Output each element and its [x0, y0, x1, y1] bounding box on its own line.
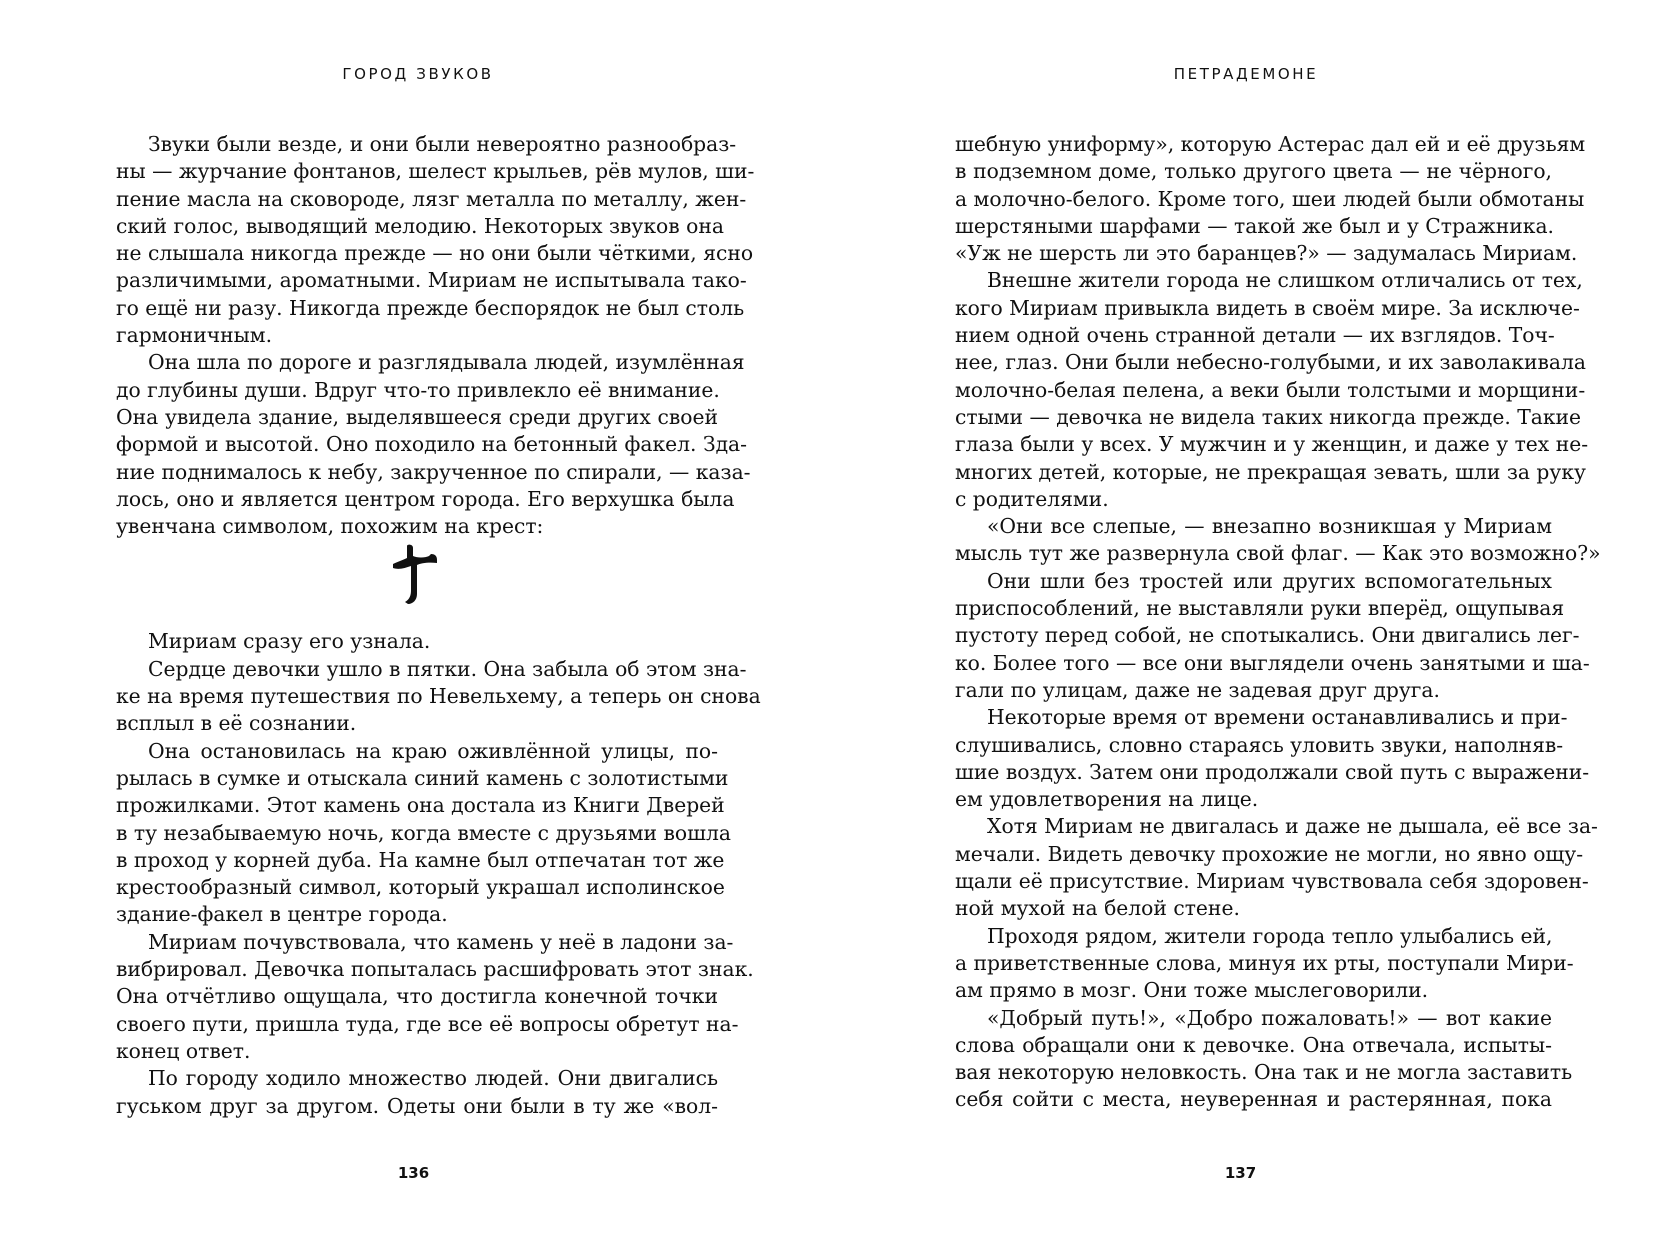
text-line: ние поднималось к небу, закрученное по спирали, — каза-: [116, 459, 751, 484]
text-line: Звуки были везде, и они были невероятно разнообраз-: [148, 132, 737, 156]
text-line: Она отчётливо ощущала, что достигла конечной точки: [116, 984, 718, 1009]
text-line: ам прямо в мозг. Они тоже мыслеговорили.: [955, 978, 1429, 1003]
text-line: ем удовлетворения на лице.: [955, 787, 1259, 812]
text-line: го ещё ни разу. Никогда прежде беспорядок не был столь: [116, 295, 745, 320]
text-line: в подземном доме, только другого цвета — не чёрного,: [955, 159, 1552, 184]
text-line: шие воздух. Затем они продолжали свой путь с выражени-: [955, 759, 1590, 784]
text-line: шерстяными шарфами — такой же был и у Стражника.: [955, 213, 1554, 238]
text-line: ной мухой на белой стене.: [955, 896, 1240, 921]
text-line: Хотя Мириам не двигалась и даже не дышала, её все за-: [987, 814, 1598, 839]
text-line: пустоту перед собой, не спотыкались. Они двигались лег-: [955, 623, 1580, 648]
text-line: Они шли без тростей или других вспомогательных: [987, 568, 1552, 593]
text-line: вая некоторую неловкость. Она так и не могла заставить: [955, 1060, 1573, 1085]
text-line: не слышала никогда прежде — но они были чёткими, ясно: [116, 241, 754, 266]
right-text-lines: [955, 131, 1601, 1114]
left-text-after-symbol: [116, 628, 761, 1119]
text-line: гали по улицам, даже не задевая друг друга.: [955, 677, 1440, 702]
text-line: «Уж не шерсть ли это баранцев?» — задумалась Мириам.: [955, 241, 1578, 266]
text-line: гуськом друг за другом. Одеты они были в ту же «вол-: [116, 1093, 718, 1118]
text-line: Она увидела здание, выделявшееся среди других своей: [116, 404, 718, 429]
page-number-left: 136: [397, 1164, 430, 1182]
text-line: а приветственные слова, минуя их рты, поступали Мири-: [955, 950, 1574, 975]
text-line: кого Мириам привыкла видеть в своём мире. За исключе-: [955, 295, 1580, 320]
text-line: ны — журчание фонтанов, шелест крыльев, рёв мулов, ши-: [116, 159, 755, 184]
text-line: себя сойти с места, неуверенная и растерянная, пока: [955, 1087, 1552, 1112]
text-line: конец ответ.: [116, 1038, 251, 1063]
text-line: ский голос, выводящий мелодию. Некоторых звуков она: [116, 213, 724, 238]
text-line: нием одной очень странной детали — их взглядов. Точ-: [955, 323, 1555, 348]
text-line: «Они все слепые, — внезапно возникшая у Мириам: [987, 514, 1552, 539]
text-line: увенчана символом, похожим на крест:: [116, 514, 544, 539]
right-page: [827, 0, 1654, 1240]
text-line: Она остановилась на краю оживлённой улицы, по-: [148, 738, 718, 763]
text-line: Внешне жители города не слишком отличались от тех,: [987, 268, 1583, 293]
text-line: молочно-белая пелена, а веки были толстыми и морщини-: [955, 377, 1586, 402]
page-number-right: 137: [1224, 1164, 1257, 1182]
text-line: пение масла на сковороде, лязг металла по металлу, жен-: [116, 186, 747, 211]
text-line: Сердце девочки ушло в пятки. Она забыла об этом зна-: [148, 656, 747, 681]
text-line: с родителями.: [955, 486, 1109, 511]
text-line: Некоторые время от времени останавливались и при-: [987, 705, 1568, 730]
text-line: рылась в сумке и отыскала синий камень с золотистыми: [116, 765, 729, 790]
text-line: вибрировал. Девочка попыталась расшифровать этот знак.: [116, 957, 754, 982]
text-line: слова обращали они к девочке. Она отвечала, испыты-: [955, 1032, 1552, 1057]
text-line: приспособлений, не выставляли руки вперёд, ощупывая: [955, 596, 1565, 621]
text-line: гармоничным.: [116, 323, 273, 348]
text-line: своего пути, пришла туда, где все её вопросы обретут на-: [116, 1011, 739, 1036]
text-line: прожилками. Этот камень она достала из Книги Дверей: [116, 793, 725, 818]
text-line: всплыл в её сознании.: [116, 711, 357, 736]
right-text-column: [955, 131, 1601, 1114]
text-line: крестообразный символ, который украшал исполинское: [116, 875, 725, 900]
text-line: нее, глаз. Они были небесно-голубыми, и их заволакивала: [955, 350, 1586, 375]
text-line: а молочно-белого. Кроме того, шеи людей были обмотаны: [955, 186, 1585, 211]
text-line: щали её присутствие. Мириам чувствовала себя здоровен-: [955, 869, 1589, 894]
running-head-right: ПЕТРАДЕМОНЕ: [1173, 65, 1319, 83]
text-line: По городу ходило множество людей. Они двигались: [148, 1066, 718, 1091]
text-line: лось, оно и является центром города. Его верхушка была: [116, 486, 735, 511]
running-head-left: ГОРОД ЗВУКОВ: [342, 65, 494, 83]
text-line: Проходя рядом, жители города тепло улыбались ей,: [987, 923, 1553, 948]
text-line: многих детей, которые, не прекращая зевать, шли за руку: [955, 459, 1586, 484]
text-line: Мириам сразу его узнала.: [148, 629, 431, 654]
left-text-before-symbol: [116, 131, 755, 540]
text-line: различимыми, ароматными. Мириам не испытывала тако-: [116, 268, 747, 293]
text-line: глаза были у всех. У мужчин и у женщин, и даже у тех не-: [955, 432, 1589, 457]
text-line: Она шла по дороге и разглядывала людей, изумлённая: [148, 350, 745, 375]
text-line: ке на время путешествия по Невельхему, а теперь он снова: [116, 684, 761, 709]
text-line: ко. Более того — все они выглядели очень занятыми и ша-: [955, 650, 1590, 675]
text-line: стыми — девочка не видела таких никогда прежде. Такие: [955, 404, 1582, 429]
text-line: здание-факел в центре города.: [116, 902, 448, 927]
text-line: мысль тут же развернула свой флаг. — Как это возможно?»: [955, 541, 1601, 566]
text-line: мечали. Видеть девочку прохожие не могли, но явно ощу-: [955, 841, 1584, 866]
text-line: до глубины души. Вдруг что-то привлекло её внимание.: [116, 377, 720, 402]
text-line: слушивались, словно стараясь уловить звуки, наполняв-: [955, 732, 1564, 757]
text-line: шебную униформу», которую Астерас дал ей и её друзьям: [955, 132, 1586, 156]
text-line: формой и высотой. Оно походило на бетонный факел. Зда-: [116, 432, 748, 457]
text-line: в проход у корней дуба. На камне был отпечатан тот же: [116, 847, 725, 872]
text-line: в ту незабываемую ночь, когда вместе с друзьями вошла: [116, 820, 731, 845]
left-text-column: [116, 131, 761, 1120]
cross-symbol-icon: [116, 540, 718, 628]
text-line: Мириам почувствовала, что камень у неё в ладони за-: [148, 929, 734, 954]
text-line: «Добрый путь!», «Добро пожаловать!» — вот какие: [987, 1005, 1552, 1030]
